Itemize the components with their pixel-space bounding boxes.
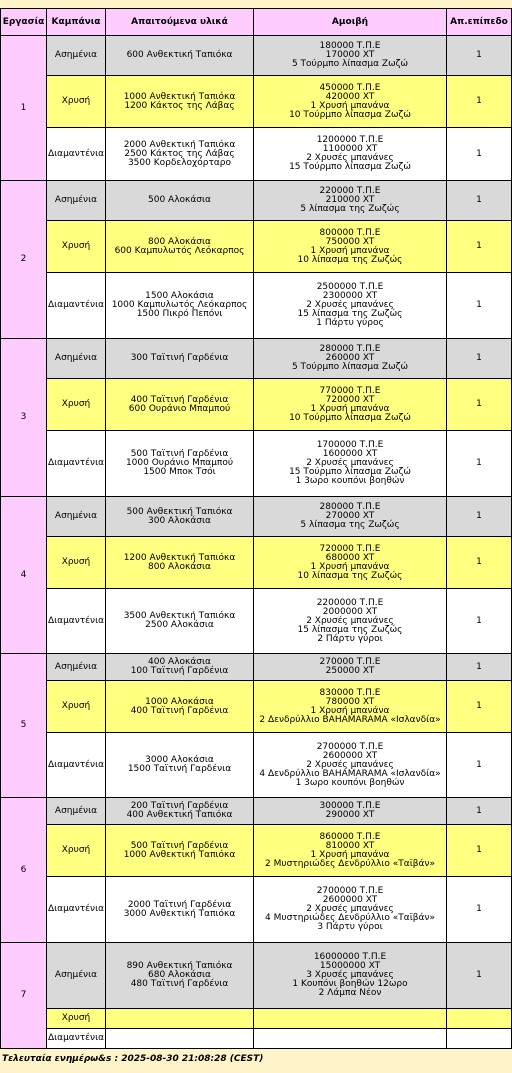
table-row [1,339,512,379]
reward-cell: 220000 Τ.Π.Ε 210000 XT 5 λίπασμα της Ζωζώς [254,181,447,221]
reward-cell [254,1029,447,1049]
campaign-cell: Χρυσή [47,1009,106,1029]
materials-cell: 200 Ταϊτινή Γαρδένια 400 Ανθεκτική Ταπιόκα [106,798,254,825]
reward-cell: 1700000 Τ.Π.Ε 1600000 XT 2 Χρυσές μπανάνες 15 Τούρμπο λίπασμα Ζωζώ 1 3ωρο κουπόνι βοηθών [254,431,447,497]
campaign-cell: Ασημένια [47,798,106,825]
table-row [1,798,512,825]
table-row [1,733,512,798]
level-cell: 1 [447,339,512,379]
reward-cell: 2500000 Τ.Π.Ε 2300000 XT 2 Χρυσές μπανάνες 15 λίπασμα της Ζωζώς 1 Πάρτυ γύρος [254,273,447,339]
table-row [1,1009,512,1029]
materials-cell: 1000 Αλοκάσια 400 Ταϊτινή Γαρδένια [106,681,254,733]
reward-cell: 280000 Τ.Π.Ε 260000 XT 5 Τούρμπο λίπασμα Ζωζώ [254,339,447,379]
task-number: 3 [1,339,47,497]
campaign-cell: Χρυσή [47,379,106,431]
reward-cell: 2700000 Τ.Π.Ε 2600000 XT 2 Χρυσές μπανάνες 4 Μυστηριώδες Δενδρύλλιο «Ταϊβάν» 3 Πάρτυ γύροι [254,877,447,943]
level-cell: 1 [447,877,512,943]
table-row [1,181,512,221]
campaign-cell: Ασημένια [47,36,106,76]
table-row [1,379,512,431]
table-row [1,1029,512,1049]
campaign-cell: Διαμαντένια [47,431,106,497]
task-number: 6 [1,798,47,943]
table-row [1,537,512,589]
reward-cell: 720000 Τ.Π.Ε 680000 XT 1 Χρυσή μπανάνα 10 λίπασμα της Ζωζώς [254,537,447,589]
materials-cell: 1000 Ανθεκτική Ταπιόκα 1200 Κάκτος της Λάβας [106,76,254,128]
materials-cell: 800 Αλοκάσια 600 Καμπυλωτός Λεόκαρπος [106,221,254,273]
reward-cell: 16000000 Τ.Π.Ε 15000000 XT 3 Χρυσές μπανάνες 1 Κουπόνι βοηθών 12ωρο 2 Λάμπα Νέον [254,943,447,1009]
campaign-cell: Διαμαντένια [47,1029,106,1049]
task-number: 2 [1,181,47,339]
reward-cell: 270000 Τ.Π.Ε 250000 XT [254,654,447,681]
materials-cell: 400 Αλοκάσια 100 Ταϊτινή Γαρδένια [106,654,254,681]
materials-cell: 500 Ανθεκτική Ταπιόκα 300 Αλοκάσια [106,497,254,537]
table-row [1,76,512,128]
task-number: 4 [1,497,47,654]
materials-cell [106,1029,254,1049]
materials-cell: 1200 Ανθεκτική Ταπιόκα 800 Αλοκάσια [106,537,254,589]
level-cell: 1 [447,431,512,497]
campaign-cell: Χρυσή [47,537,106,589]
reward-cell: 770000 Τ.Π.Ε 720000 XT 1 Χρυσή μπανάνα 10 Τούρμπο λίπασμα Ζωζώ [254,379,447,431]
materials-cell: 600 Ανθεκτική Ταπιόκα [106,36,254,76]
campaign-cell: Χρυσή [47,681,106,733]
reward-cell: 1200000 Τ.Π.Ε 1100000 XT 2 Χρυσές μπανάνες 15 Τούρμπο λίπασμα Ζωζώ [254,128,447,181]
level-cell: 1 [447,681,512,733]
materials-cell: 3000 Αλοκάσια 1500 Ταϊτινή Γαρδένια [106,733,254,798]
campaign-cell: Διαμαντένια [47,273,106,339]
materials-cell: 400 Ταϊτινή Γαρδένια 600 Ουράνιο Μπαμπού [106,379,254,431]
table-row [1,825,512,877]
reward-cell: 180000 Τ.Π.Ε 170000 XT 5 Τούρμπο λίπασμα Ζωζώ [254,36,447,76]
materials-cell: 300 Ταϊτινή Γαρδένια [106,339,254,379]
campaign-cell: Ασημένια [47,497,106,537]
materials-cell [106,1009,254,1029]
materials-cell: 2000 Ανθεκτική Ταπιόκα 2500 Κάκτος της Λάβας 3500 Κορδελοχόρταρο [106,128,254,181]
reward-cell: 300000 Τ.Π.Ε 290000 XT [254,798,447,825]
tasks-table [0,8,512,1049]
table-row [1,654,512,681]
campaign-cell: Χρυσή [47,76,106,128]
materials-cell: 890 Ανθεκτική Ταπιόκα 680 Αλοκάσια 480 Ταϊτινή Γαρδένια [106,943,254,1009]
level-cell: 1 [447,798,512,825]
table-row [1,681,512,733]
header-campaign: Καμπάνια [47,9,106,36]
table-row [1,221,512,273]
level-cell: 1 [447,181,512,221]
level-cell: 1 [447,654,512,681]
header-reward: Αμοιβή [254,9,447,36]
table-row [1,36,512,76]
reward-cell: 830000 Τ.Π.Ε 780000 XT 1 Χρυσή μπανάνα 2 Δενδρύλλιο BAHAMARAMA «Ισλανδία» [254,681,447,733]
reward-cell: 2200000 Τ.Π.Ε 2000000 XT 2 Χρυσές μπανάνες 15 λίπασμα της Ζωζώς 2 Πάρτυ γύροι [254,589,447,654]
level-cell: 1 [447,36,512,76]
table-row [1,431,512,497]
campaign-cell: Ασημένια [47,339,106,379]
header-row [1,9,512,36]
level-cell: 1 [447,76,512,128]
level-cell: 1 [447,221,512,273]
level-cell: 1 [447,589,512,654]
reward-cell: 280000 Τ.Π.Ε 270000 XT 5 λίπασμα της Ζωζώς [254,497,447,537]
campaign-cell: Διαμαντένια [47,589,106,654]
level-cell: 1 [447,825,512,877]
campaign-cell: Ασημένια [47,654,106,681]
level-cell: 1 [447,943,512,1009]
level-cell: 1 [447,537,512,589]
table-body [1,36,512,1049]
last-updated-footer: Τελευταία ενημέρω&s : 2025-08-30 21:08:28 (CEST) [2,1054,264,1064]
materials-cell: 2000 Ταϊτινή Γαρδένια 3000 Ανθεκτική Ταπιόκα [106,877,254,943]
campaign-cell: Ασημένια [47,943,106,1009]
materials-cell: 1500 Αλοκάσια 1000 Καμπυλωτός Λεόκαρπος 1500 Πικρό Πεπόνι [106,273,254,339]
campaign-cell: Ασημένια [47,181,106,221]
campaign-cell: Διαμαντένια [47,128,106,181]
table-row [1,943,512,1009]
campaign-cell: Χρυσή [47,221,106,273]
level-cell: 1 [447,273,512,339]
table-row [1,877,512,943]
reward-cell: 450000 Τ.Π.Ε 420000 XT 1 Χρυσή μπανάνα 10 Τούρμπο λίπασμα Ζωζώ [254,76,447,128]
level-cell: 1 [447,379,512,431]
table-row [1,589,512,654]
materials-cell: 3500 Ανθεκτική Ταπιόκα 2500 Αλοκάσια [106,589,254,654]
reward-cell: 800000 Τ.Π.Ε 750000 XT 1 Χρυσή μπανάνα 10 λίπασμα της Ζωζώς [254,221,447,273]
reward-cell: 860000 Τ.Π.Ε 810000 XT 1 Χρυσή μπανάνα 2 Μυστηριώδες Δενδρύλλιο «Ταϊβάν» [254,825,447,877]
table-row [1,497,512,537]
materials-cell: 500 Αλοκάσια [106,181,254,221]
task-number: 1 [1,36,47,181]
task-number: 7 [1,943,47,1049]
table-row [1,128,512,181]
header-materials: Απαιτούμενα υλικά [106,9,254,36]
table-row [1,273,512,339]
task-number: 5 [1,654,47,798]
level-cell: 1 [447,497,512,537]
campaign-cell: Διαμαντένια [47,733,106,798]
level-cell: 1 [447,733,512,798]
header-task: Εργασία [1,9,47,36]
materials-cell: 500 Ταϊτινή Γαρδένια 1000 Ουράνιο Μπαμπού 1500 Μποκ Τσόι [106,431,254,497]
reward-cell [254,1009,447,1029]
level-cell: 1 [447,128,512,181]
level-cell [447,1009,512,1029]
level-cell [447,1029,512,1049]
campaign-cell: Χρυσή [47,825,106,877]
materials-cell: 500 Ταϊτινή Γαρδένια 1000 Ανθεκτική Ταπιόκα [106,825,254,877]
campaign-cell: Διαμαντένια [47,877,106,943]
header-level: Απ.επίπεδο [447,9,512,36]
reward-cell: 2700000 Τ.Π.Ε 2600000 XT 2 Χρυσές μπανάνες 4 Δενδρύλλιο BAHAMARAMA «Ισλανδία» 1 3ωρο κουπόνι βοηθών [254,733,447,798]
